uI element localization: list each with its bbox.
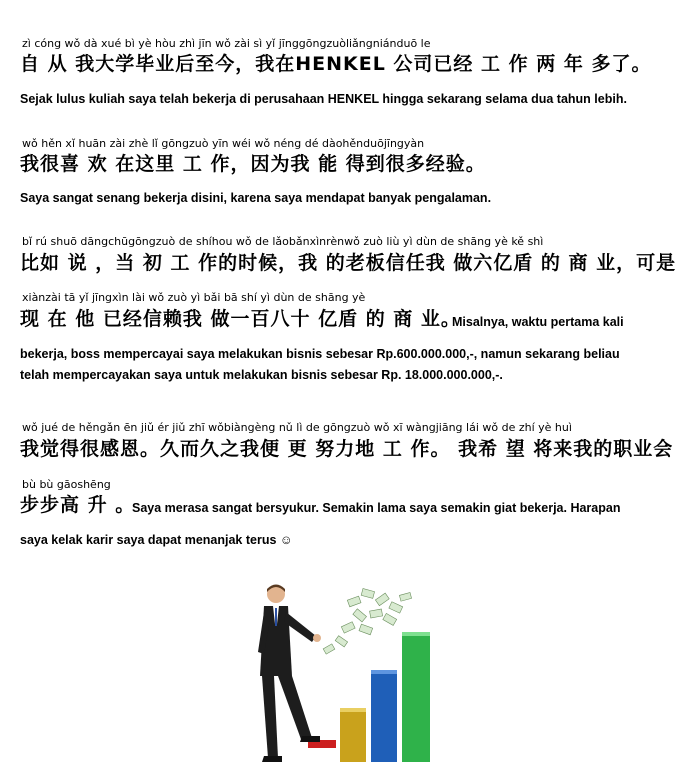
p2-pinyin: wǒ hěn xǐ huān zài zhè lǐ gōngzuò yīn wéi wǒ néng dé dàohěnduōjīngyàn — [22, 137, 425, 150]
p3-pinyin-line1: bǐ rú shuō dāngchūgōngzuò de shíhou wǒ de lǎobǎnxìnrènwǒ zuò liù yì dùn de shāng yè kě shì — [22, 235, 544, 248]
money-bills-icon — [323, 589, 411, 655]
businessman-icon — [258, 585, 321, 763]
p3-pinyin-line2: xiànzài tā yǐ jīngxìn lài wǒ zuò yì bǎi bā shí yì dùn de shāng yè — [22, 291, 366, 304]
p2-chinese: 我很喜 欢 在这里 工 作，因为我 能 得到很多经验。 — [20, 153, 486, 175]
p1-indonesian: Sejak lulus kuliah saya telah bekerja di perusahaan HENKEL hingga sekarang selama dua tahun lebih. — [20, 92, 627, 106]
bar-chart-icon — [340, 632, 430, 762]
p1-pinyin: zì cóng wǒ dà xué bì yè hòu zhì jīn wǒ zài sì yǐ jīnggōngzuòliǎngniánduō le — [22, 37, 431, 50]
p2-indonesian: Saya sangat senang bekerja disini, karena saya mendapat banyak pengalaman. — [20, 191, 492, 205]
p4-chinese-line1: 我觉得很感恩。久而久之我便 更 努力地 工 作。 我希 望 将来我的职业会 — [20, 438, 674, 460]
p3-indonesian-inline: Misalnya, waktu pertama kali — [452, 315, 624, 329]
p3-indonesian-line2: bekerja, boss mempercayai saya melakukan bisnis sebesar Rp.600.000.000,-, namun sekarang beliau — [20, 347, 620, 361]
p1-chinese: 自 从 我大学毕业后至今，我在HENKEL 公司已经 工 作 两 年 多了。 — [20, 53, 652, 75]
p4-indonesian-inline: Saya merasa sangat bersyukur. Semakin lama saya semakin giat bekerja. Harapan — [132, 501, 621, 515]
p3-indonesian-line3: telah mempercayakan saya untuk melakukan bisnis sebesar Rp. 18.000.000.000,-. — [20, 368, 503, 382]
bar-yellow — [340, 708, 366, 762]
illustration-svg — [250, 580, 450, 765]
p4-pinyin-line2: bù bù gāoshēng — [22, 478, 111, 491]
bar-green — [402, 632, 430, 762]
p3-chinese-line1: 比如 说 ，当 初 工 作的时候，我 的老板信任我 做六亿盾 的 商 业，可是 — [20, 252, 677, 274]
p4-chinese-line2: 步步高 升 。 — [20, 494, 136, 516]
businessman-climbing-bar-chart-illustration — [250, 580, 450, 765]
p4-indonesian-line2: saya kelak karir saya dapat menanjak terus ☺ — [20, 533, 293, 547]
p4-pinyin-line1: wǒ jué de hěngǎn ēn jiǔ ér jiǔ zhī wǒbiàngèng nǔ lì de gōngzuò wǒ xī wàngjiāng lái wǒ de zhí yè huì — [22, 421, 572, 434]
p3-chinese-line2: 现 在 他 已经信赖我 做一百八十 亿盾 的 商 业。 — [20, 308, 461, 330]
bar-blue — [371, 670, 397, 762]
